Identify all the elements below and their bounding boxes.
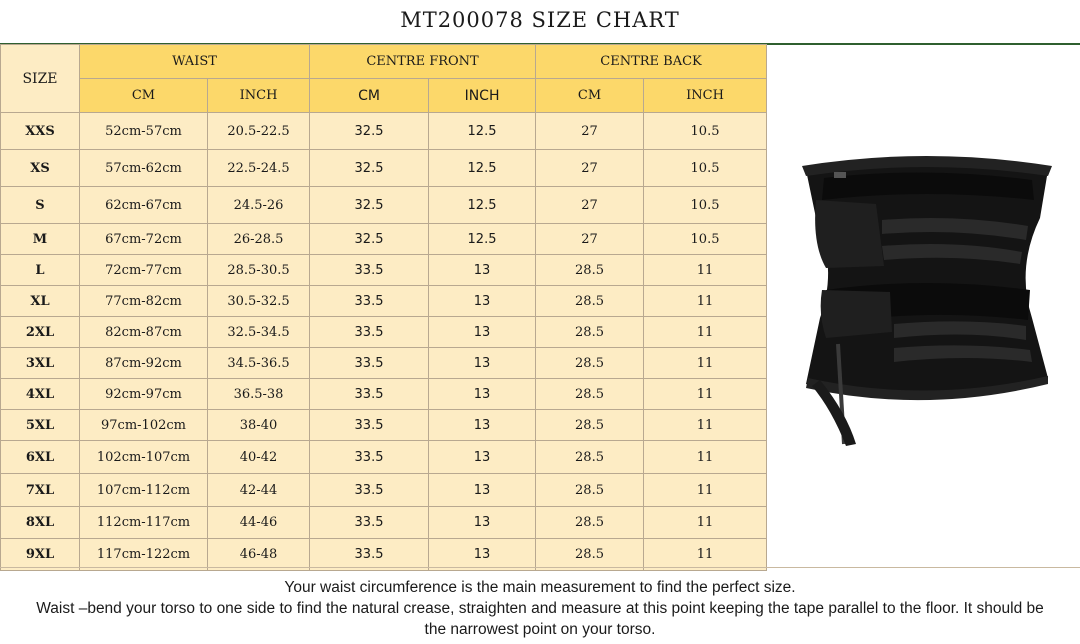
cell-front-inch: 13 [429,317,536,348]
bottom-divider [0,567,1080,568]
cell-waist-inch: 46-48 [208,539,310,571]
cell-back-cm: 27 [536,150,644,187]
table-row [1,441,767,474]
cell-waist-inch: 26-28.5 [208,224,310,255]
cell-back-inch: 11 [644,348,767,379]
cell-waist-cm: 87cm-92cm [80,348,208,379]
cell-back-inch: 10.5 [644,224,767,255]
cell-size: XXS [1,113,80,150]
table-row [1,255,767,286]
cell-front-inch: 13 [429,379,536,410]
cell-front-cm: 33.5 [310,507,429,539]
cell-front-cm: 33.5 [310,379,429,410]
cell-waist-cm: 77cm-82cm [80,286,208,317]
cell-back-inch: 11 [644,474,767,507]
group-header-centre-back: CENTRE BACK [536,45,767,79]
cell-front-inch: 13 [429,286,536,317]
cell-front-cm: 33.5 [310,348,429,379]
cell-front-inch: 12.5 [429,224,536,255]
cell-waist-inch: 32.5-34.5 [208,317,310,348]
table-row [1,224,767,255]
cell-front-inch: 12.5 [429,113,536,150]
cell-waist-inch: 34.5-36.5 [208,348,310,379]
table-row [1,539,767,571]
table-row [1,150,767,187]
cell-front-inch: 13 [429,539,536,571]
measurement-notes [0,577,1080,640]
cell-size: 2XL [1,317,80,348]
cell-back-inch: 10.5 [644,113,767,150]
cell-back-inch: 11 [644,441,767,474]
cell-front-cm: 32.5 [310,113,429,150]
cell-back-cm: 28.5 [536,317,644,348]
cell-front-inch: 12.5 [429,150,536,187]
cell-waist-inch: 44-46 [208,507,310,539]
cell-size: M [1,224,80,255]
cell-front-inch: 13 [429,255,536,286]
group-header-centre-front: CENTRE FRONT [310,45,536,79]
cell-back-cm: 27 [536,113,644,150]
cell-back-inch: 11 [644,507,767,539]
cell-back-inch: 11 [644,539,767,571]
size-header: SIZE [1,45,80,113]
table-row [1,379,767,410]
cell-waist-cm: 67cm-72cm [80,224,208,255]
cell-back-cm: 28.5 [536,507,644,539]
cell-front-inch: 12.5 [429,187,536,224]
size-table [0,44,767,571]
group-header-waist: WAIST [80,45,310,79]
cell-back-cm: 28.5 [536,379,644,410]
cell-size: 5XL [1,410,80,441]
cell-front-inch: 13 [429,507,536,539]
cell-back-cm: 27 [536,187,644,224]
cell-waist-inch: 40-42 [208,441,310,474]
cell-waist-inch: 42-44 [208,474,310,507]
unit-header-front-inch: INCH [429,79,536,113]
cell-waist-cm: 62cm-67cm [80,187,208,224]
cell-size: 4XL [1,379,80,410]
cell-size: S [1,187,80,224]
cell-waist-cm: 52cm-57cm [80,113,208,150]
cell-back-cm: 28.5 [536,441,644,474]
table-row [1,348,767,379]
chart-title: MT200078 SIZE CHART [400,8,680,32]
cell-back-inch: 11 [644,379,767,410]
cell-waist-inch: 38-40 [208,410,310,441]
cell-front-cm: 33.5 [310,255,429,286]
header-row-units [1,79,767,113]
header-row-groups [1,45,767,79]
table-row [1,317,767,348]
cell-front-cm: 33.5 [310,441,429,474]
unit-header-back-inch: INCH [644,79,767,113]
cell-back-inch: 11 [644,317,767,348]
cell-waist-cm: 112cm-117cm [80,507,208,539]
cell-waist-inch: 28.5-30.5 [208,255,310,286]
cell-back-cm: 28.5 [536,474,644,507]
note-line-3: the narrowest point on your torso. [424,621,656,638]
note-line-2: Waist –bend your torso to one side to find the natural crease, straighten and measure at this point keeping the tape parallel to the floor. It should be [36,600,1044,617]
cell-size: L [1,255,80,286]
cell-front-cm: 32.5 [310,187,429,224]
cell-size: 7XL [1,474,80,507]
cell-back-cm: 28.5 [536,539,644,571]
cell-waist-cm: 82cm-87cm [80,317,208,348]
cell-size: XL [1,286,80,317]
cell-front-inch: 13 [429,474,536,507]
cell-waist-cm: 97cm-102cm [80,410,208,441]
table-row [1,113,767,150]
cell-back-inch: 11 [644,410,767,441]
table-row [1,187,767,224]
unit-header-front-cm: CM [310,79,429,113]
cell-back-inch: 11 [644,286,767,317]
cell-size: 6XL [1,441,80,474]
cell-size: 3XL [1,348,80,379]
cell-back-cm: 28.5 [536,286,644,317]
cell-waist-cm: 92cm-97cm [80,379,208,410]
cell-front-inch: 13 [429,410,536,441]
table-row [1,410,767,441]
table-row [1,474,767,507]
cell-size: 8XL [1,507,80,539]
cell-waist-inch: 30.5-32.5 [208,286,310,317]
cell-back-cm: 28.5 [536,255,644,286]
cell-back-cm: 28.5 [536,410,644,441]
cell-waist-inch: 20.5-22.5 [208,113,310,150]
cell-waist-cm: 72cm-77cm [80,255,208,286]
cell-front-cm: 33.5 [310,539,429,571]
cell-waist-cm: 57cm-62cm [80,150,208,187]
unit-header-waist-cm: CM [80,79,208,113]
cell-waist-inch: 36.5-38 [208,379,310,410]
cell-back-cm: 27 [536,224,644,255]
waist-trainer-belt-icon [786,148,1066,448]
cell-waist-inch: 22.5-24.5 [208,150,310,187]
table-row [1,507,767,539]
cell-front-cm: 33.5 [310,474,429,507]
cell-size: 9XL [1,539,80,571]
cell-waist-cm: 102cm-107cm [80,441,208,474]
cell-front-cm: 33.5 [310,410,429,441]
unit-header-waist-inch: INCH [208,79,310,113]
cell-back-inch: 10.5 [644,187,767,224]
table-row [1,286,767,317]
note-line-1: Your waist circumference is the main measurement to find the perfect size. [284,579,796,596]
cell-waist-cm: 117cm-122cm [80,539,208,571]
cell-back-inch: 10.5 [644,150,767,187]
cell-front-inch: 13 [429,348,536,379]
unit-header-back-cm: CM [536,79,644,113]
cell-front-cm: 33.5 [310,286,429,317]
cell-front-cm: 33.5 [310,317,429,348]
cell-back-inch: 11 [644,255,767,286]
cell-front-cm: 32.5 [310,150,429,187]
cell-size: XS [1,150,80,187]
cell-back-cm: 28.5 [536,348,644,379]
cell-waist-cm: 107cm-112cm [80,474,208,507]
cell-front-inch: 13 [429,441,536,474]
cell-waist-inch: 24.5-26 [208,187,310,224]
cell-front-cm: 32.5 [310,224,429,255]
